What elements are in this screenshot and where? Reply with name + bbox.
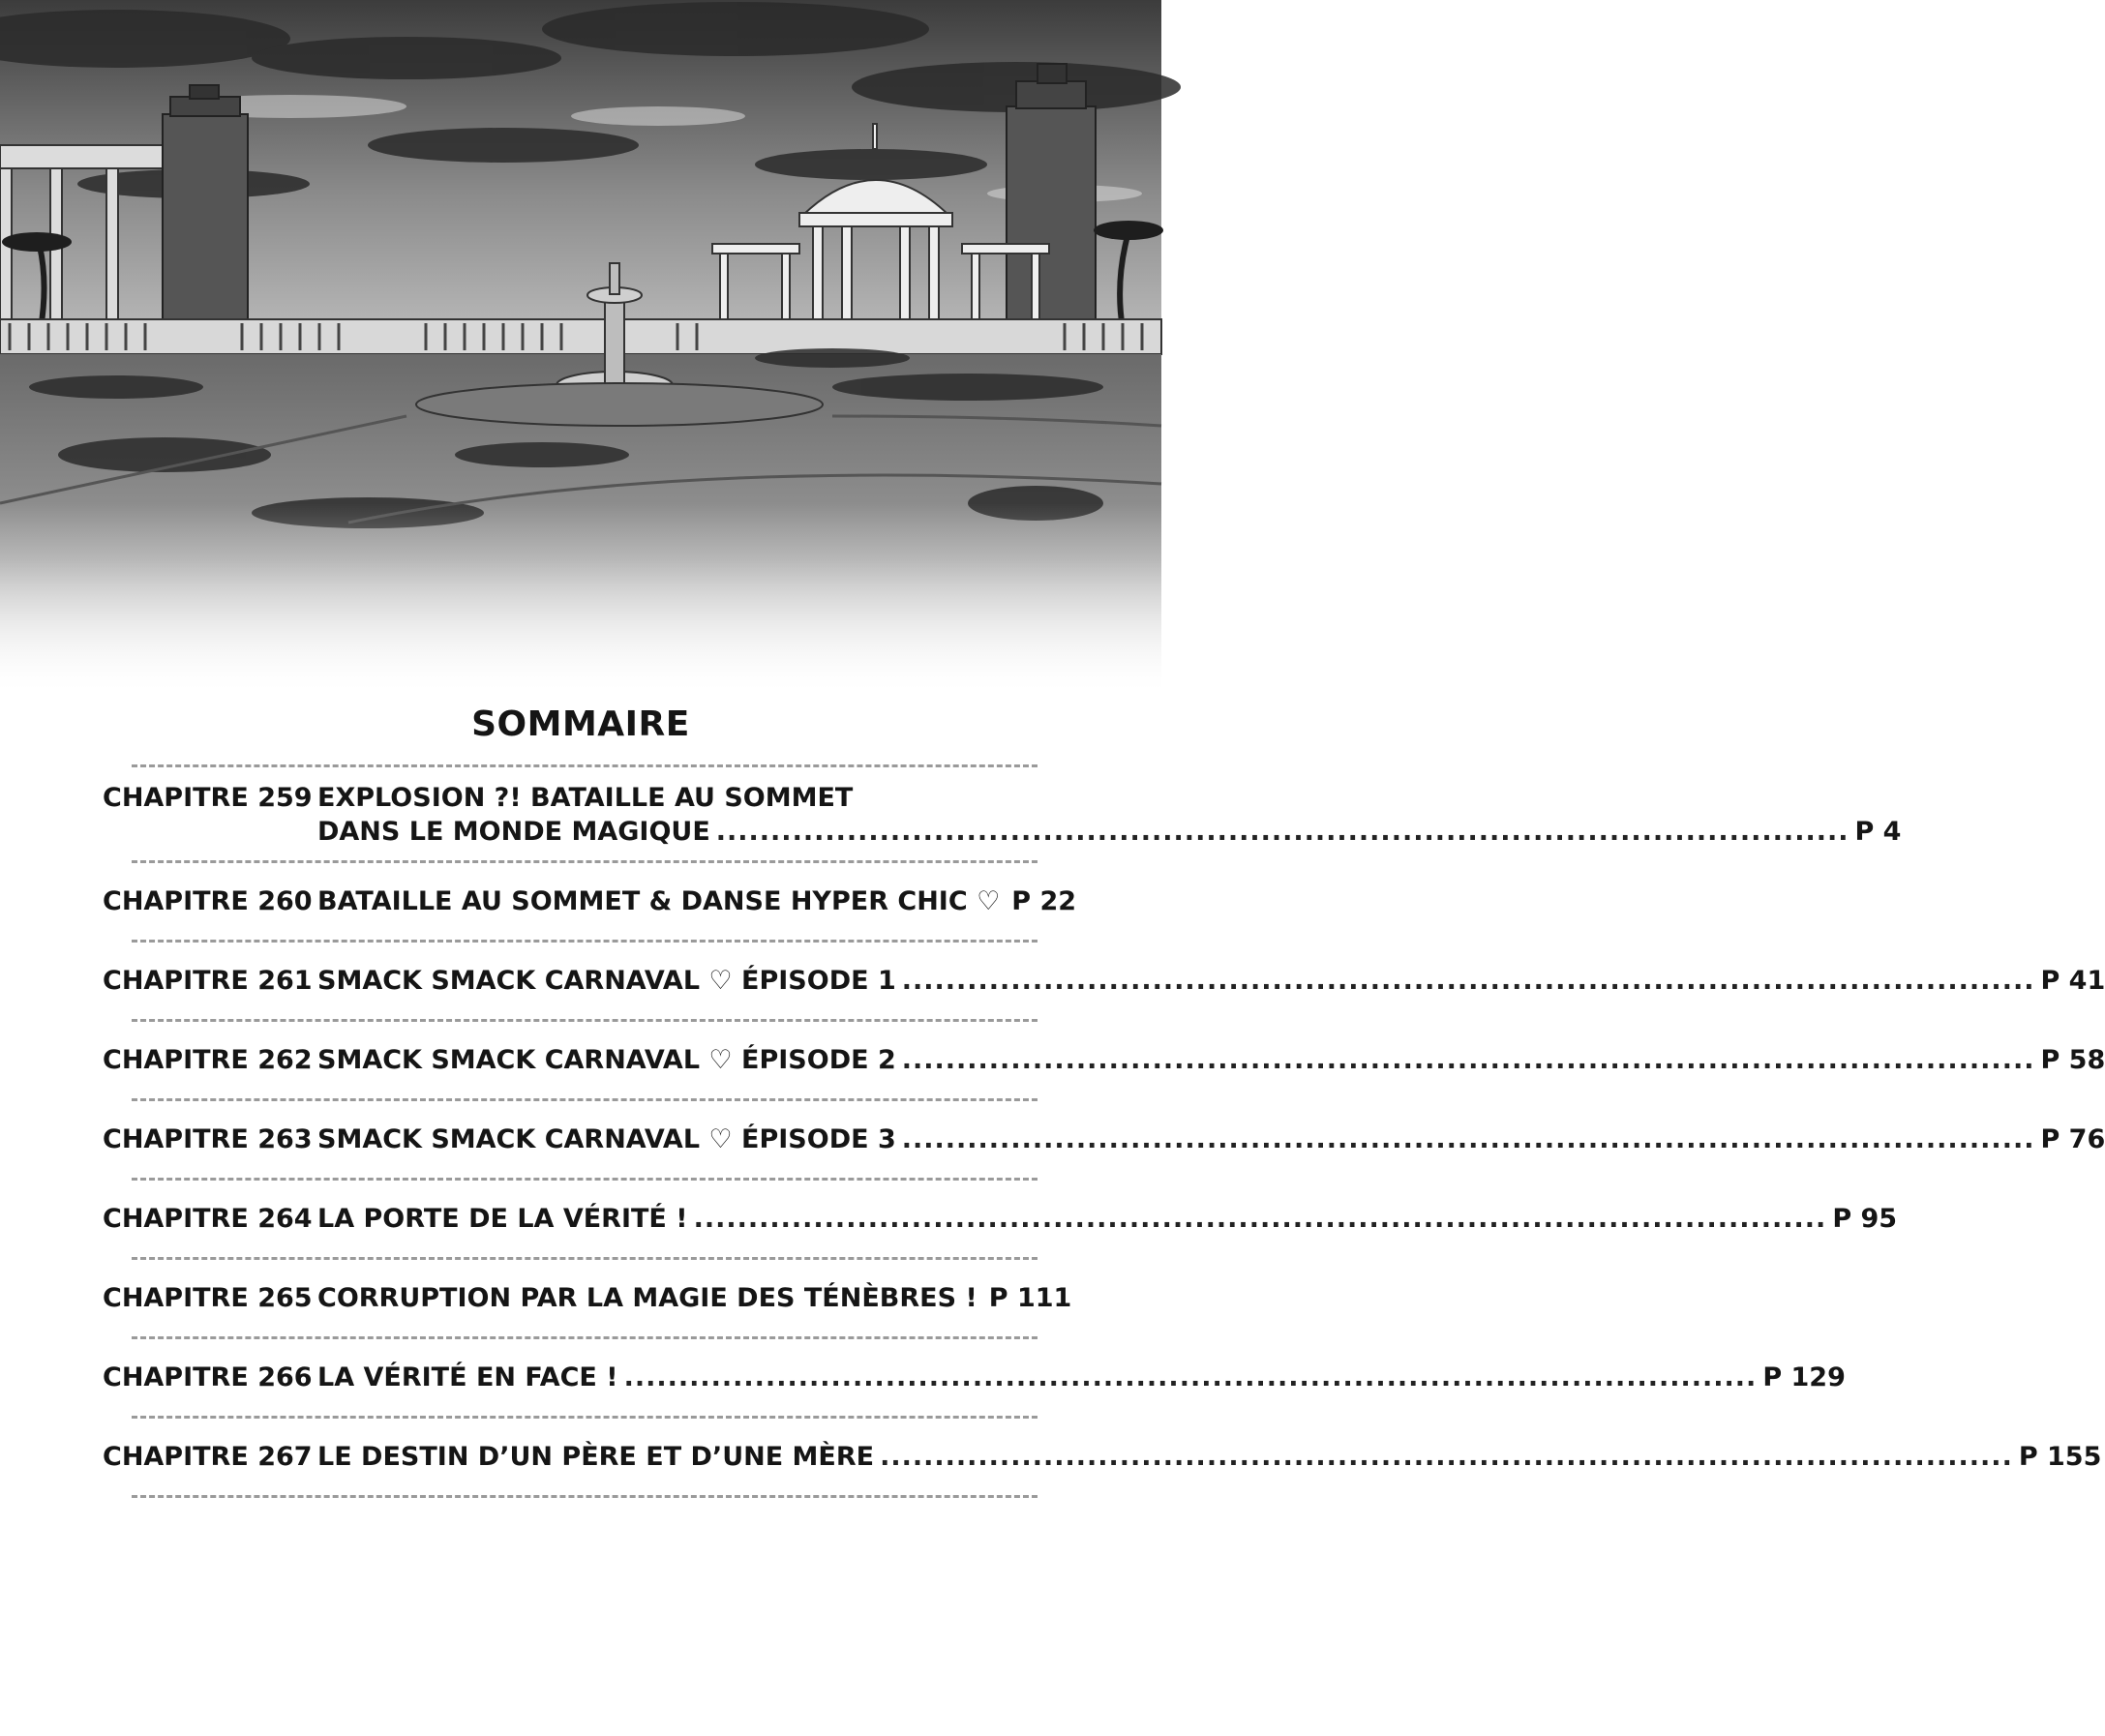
dot-leader: ........................................................................................................ <box>623 1362 1758 1392</box>
chapter-number: CHAPITRE 266 <box>103 1362 313 1392</box>
chapter-title: SMACK SMACK CARNAVAL ♡ ÉPISODE 1 <box>317 966 896 996</box>
chapter-title: CORRUPTION PAR LA MAGIE DES TÉNÈBRES ! <box>317 1283 977 1313</box>
chapter-number: CHAPITRE 262 <box>103 1045 313 1075</box>
chapter-number: CHAPITRE 260 <box>103 886 313 916</box>
chapter-number: CHAPITRE 263 <box>103 1124 313 1154</box>
chapter-number: CHAPITRE 259 <box>103 783 313 813</box>
page-number: P 76 <box>2040 1124 2105 1154</box>
chapter-title: SMACK SMACK CARNAVAL ♡ ÉPISODE 2 <box>317 1045 896 1075</box>
page-number: P 111 <box>988 1283 1072 1313</box>
table-of-contents-title: SOMMAIRE <box>471 704 690 744</box>
dot-leader: ........................................................................................................ <box>693 1204 1827 1234</box>
dot-leader: ........................................................................................................ <box>880 1442 2013 1472</box>
page-number: P 22 <box>1011 886 1077 916</box>
dot-leader: ........................................................................................................ <box>901 966 2035 996</box>
dot-leader: ........................................................................................................ <box>901 1124 2035 1154</box>
table-of-contents <box>103 764 2105 1498</box>
chapter-number: CHAPITRE 265 <box>103 1283 313 1313</box>
toc-entry-267[interactable] <box>103 1419 2102 1495</box>
toc-entry-261[interactable] <box>103 943 2105 1019</box>
page-number: P 155 <box>2018 1442 2102 1472</box>
chapter-title: BATAILLE AU SOMMET & DANSE HYPER CHIC ♡ <box>317 886 1001 916</box>
toc-entry-265[interactable] <box>103 1260 1072 1336</box>
dot-leader: ........................................................................................................ <box>715 817 1849 847</box>
toc-entry-260[interactable] <box>103 863 1077 940</box>
header-illustration <box>0 0 1161 697</box>
page-number: P 41 <box>2040 966 2105 996</box>
chapter-title: LA PORTE DE LA VÉRITÉ ! <box>317 1204 688 1234</box>
separator <box>132 1495 1037 1498</box>
page-number: P 95 <box>1832 1204 1898 1234</box>
chapter-title-line2: DANS LE MONDE MAGIQUE <box>317 817 710 847</box>
chapter-title: LE DESTIN D’UN PÈRE ET D’UNE MÈRE <box>317 1442 875 1472</box>
toc-entry-263[interactable] <box>103 1101 2105 1178</box>
toc-entry-266[interactable] <box>103 1339 1846 1416</box>
chapter-title-line1: EXPLOSION ?! BATAILLE AU SOMMET <box>317 783 854 813</box>
toc-entry-264[interactable] <box>103 1181 1898 1257</box>
chapter-number: CHAPITRE 264 <box>103 1204 313 1234</box>
page-number: P 4 <box>1854 817 1902 847</box>
page-number: P 58 <box>2040 1045 2105 1075</box>
chapter-number: CHAPITRE 267 <box>103 1442 313 1472</box>
chapter-title: SMACK SMACK CARNAVAL ♡ ÉPISODE 3 <box>317 1124 896 1154</box>
dot-leader: ........................................................................................................ <box>901 1045 2035 1075</box>
chapter-number: CHAPITRE 261 <box>103 966 313 996</box>
chapter-title: LA VÉRITÉ EN FACE ! <box>317 1362 618 1392</box>
chapter-title <box>317 781 1902 849</box>
toc-entry-262[interactable] <box>103 1022 2105 1098</box>
page-number: P 129 <box>1762 1362 1846 1392</box>
toc-entry-259[interactable] <box>103 767 1902 860</box>
